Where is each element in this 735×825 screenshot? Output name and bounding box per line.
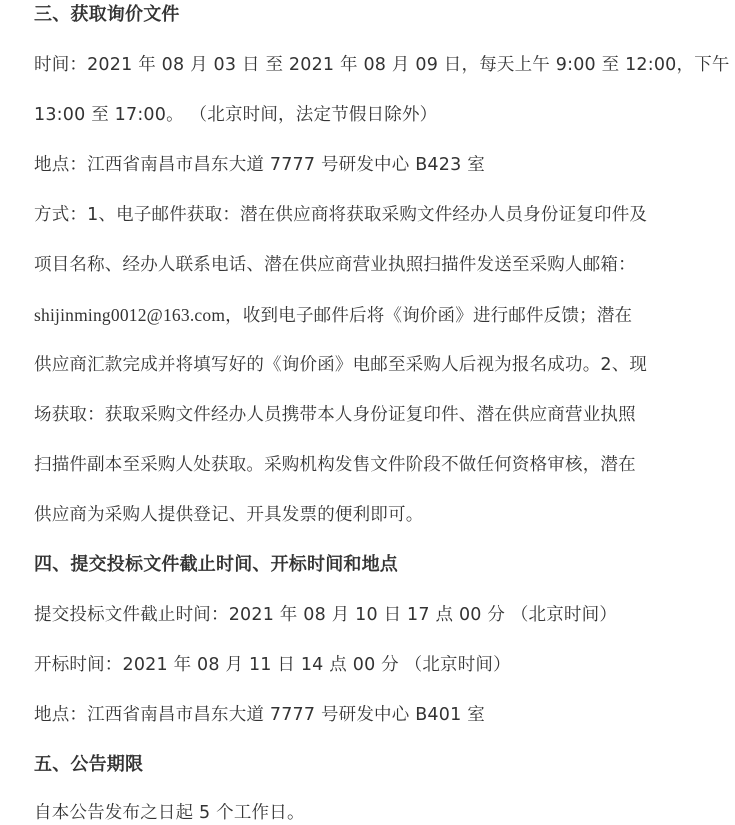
section-heading-obtain-inquiry-docs: 三、获取询价文件	[34, 4, 180, 25]
obtain-method-line-5: 场获取：获取采购文件经办人员携带本人身份证复印件、潜在供应商营业执照	[34, 405, 636, 425]
obtain-method-line-2: 项目名称、经办人联系电话、潜在供应商营业执照扫描件发送至采购人邮箱：	[34, 255, 636, 275]
obtain-time-line-1: 时间：2021 年 08 月 03 日 至 2021 年 08 月 09 日，每天上午 9:00 至 12:00，下午	[34, 55, 730, 75]
bid-opening-time: 开标时间：2021 年 08 月 11 日 14 点 00 分 （北京时间）	[34, 655, 511, 675]
obtain-method-line-3: shijinming0012@163.com，收到电子邮件后将《询价函》进行邮件反馈；潜在	[34, 305, 633, 325]
bid-opening-location: 地点：江西省南昌市昌东大道 7777 号研发中心 B401 室	[34, 705, 485, 725]
obtain-time-line-2: 13:00 至 17:00。 （北京时间，法定节假日除外）	[34, 105, 438, 125]
obtain-location: 地点：江西省南昌市昌东大道 7777 号研发中心 B423 室	[34, 155, 485, 175]
obtain-method-line-6: 扫描件副本至采购人处获取。采购机构发售文件阶段不做任何资格审核，潜在	[34, 455, 636, 475]
obtain-method-line-7: 供应商为采购人提供登记、开具发票的便利即可。	[34, 505, 424, 525]
announcement-period: 自本公告发布之日起 5 个工作日。	[34, 803, 305, 823]
bid-deadline: 提交投标文件截止时间：2021 年 08 月 10 日 17 点 00 分 （北京时间）	[34, 605, 618, 625]
obtain-method-line-1: 方式：1、电子邮件获取：潜在供应商将获取采购文件经办人员身份证复印件及	[34, 205, 648, 225]
section-heading-deadline-opening: 四、提交投标文件截止时间、开标时间和地点	[34, 554, 398, 575]
obtain-method-line-4: 供应商汇款完成并将填写好的《询价函》电邮至采购人后视为报名成功。2、现	[34, 355, 648, 375]
section-heading-announcement-period: 五、公告期限	[34, 754, 144, 775]
